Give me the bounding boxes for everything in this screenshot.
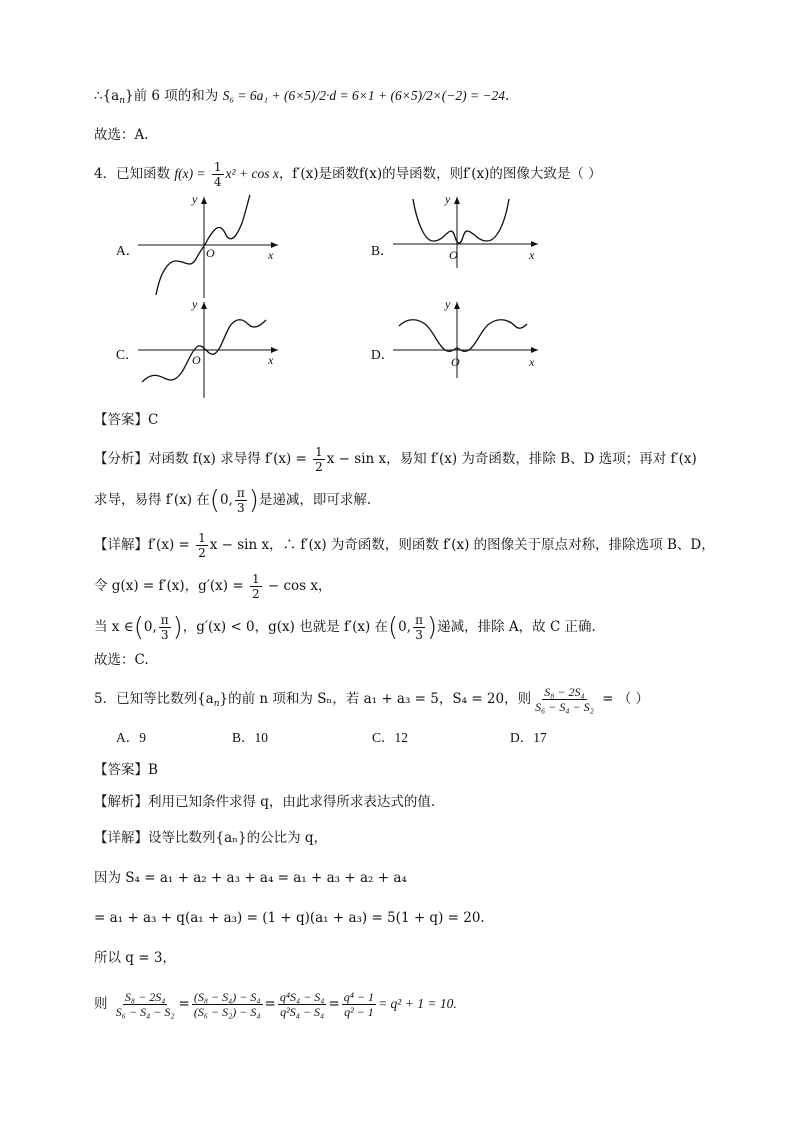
option-d-label: D．: [371, 347, 395, 362]
q5-choice-c: C．12: [372, 730, 409, 745]
q5-fraction: $\frac{\text{S₈ − 2S₄}}{\text{S₆ − S₄ − S₂}}$: [535, 685, 594, 714]
q5-choice-d: D．17: [510, 730, 547, 745]
q4-analysis-2: 求导，易得 f′(x) 在(0, $\frac{\pi}{3}$ )是递减，即可求解.: [94, 485, 372, 516]
x-label: x: [529, 355, 535, 369]
x-label: x: [529, 248, 535, 262]
graph-c: [138, 298, 283, 398]
graph-b: [393, 193, 543, 268]
q4-stem: 4．已知函数 f(x) = $\frac{1}{4}$ x² + cos x，f′(x)是函数f(x)的导函数，则f′(x)的图像大致是（ ）: [94, 160, 602, 189]
q4-choose: 故选：C.: [94, 652, 149, 668]
q5-choice-a: A．9: [116, 730, 146, 745]
q4-detail-3: 当 x ∈(0, $\frac{\pi}{3}$ )，g′(x) < 0，g(x) 也就是 f′(x) 在(0, $\frac{\pi}{3}$ )递减，排除 A，故 C 正确.: [94, 612, 596, 643]
q5-stem: 5．已知等比数列$\{a_n\}$的前 n 项和为 Sₙ，若 a₁ + a₃ = 5，S₄ = 20，则 $\frac{\text{S₈ − 2S₄}}{\text{S₆ − S₄ − S₂}}$ = （ ）: [94, 685, 650, 714]
option-c-label: C．: [116, 347, 139, 362]
choose-a-line: 故选：A.: [94, 127, 149, 143]
origin-label: O: [449, 248, 458, 262]
option-b-label: B．: [371, 243, 394, 258]
curve-b: [413, 199, 509, 243]
curve-d: [399, 320, 527, 352]
sum-line: $\therefore\{a_n\}$前 6 项的和为 S₆ = 6a₁ + (6×5)/2·d = 6×1 + (6×5)/2×(−2) = −24.: [94, 88, 510, 106]
y-label: y: [445, 298, 451, 311]
q5-analysis: 【解析】利用已知条件求得 q，由此求得所求表达式的值.: [94, 794, 436, 810]
q5-detail-5: 则 $\frac{\text{S₈ − 2S₄}}{\text{S₆ − S₄ − S₂}}$ = $\frac{\text{(S₈ − S₄) − S₄}}{\text{(S₆ − S₂) − S₄}}$ = $\frac{\text{q⁴S₄ − S₄}}{\text{q²S₄ − S₄}}$ = $\frac{\text{q⁴ − 1}}{\text{q² − 1}}$ = q² + 1 = 10.: [94, 990, 457, 1019]
q5-detail-4: 所以 q = 3，: [94, 950, 176, 966]
q5-detail-1: 【详解】设等比数列{aₙ}的公比为 q，: [94, 830, 327, 846]
y-label: y: [192, 193, 198, 206]
y-label: y: [192, 298, 198, 311]
graph-d: [393, 298, 543, 378]
quarter-fraction: $\frac{1}{4}$: [213, 160, 222, 189]
q4-analysis-1: 【分析】对函数 f(x) 求导得 f′(x) = $\frac{1}{2}$ x − sin x，易知 f′(x) 为奇函数，排除 B、D 选项；再对 f′(x): [94, 445, 697, 474]
sum-expression: S₆ = 6a₁ + (6×5)/2·d = 6×1 + (6×5)/2×(−2) = −24: [222, 88, 506, 103]
origin-label: O: [192, 353, 201, 367]
x-label: x: [268, 248, 274, 262]
sum-text: ∴{a: [94, 88, 120, 104]
q5-detail-3: = a₁ + a₃ + q(a₁ + a₃) = (1 + q)(a₁ + a₃) = 5(1 + q) = 20.: [94, 910, 485, 926]
y-label: y: [445, 193, 451, 206]
q5-detail-2: 因为 S₄ = a₁ + a₂ + a₃ + a₄ = a₁ + a₃ + a₂ + a₄: [94, 870, 407, 886]
q4-detail-2: 令 g(x) = f′(x)，g′(x) = $\frac{1}{2}$ − cos x，: [94, 572, 332, 601]
graph-a: [138, 193, 283, 298]
q4-answer: 【答案】C: [94, 412, 159, 428]
origin-label: O: [206, 246, 215, 260]
q5-choice-b: B．10: [232, 730, 269, 745]
x-label: x: [268, 353, 274, 367]
origin-label: O: [451, 355, 460, 369]
q5-answer: 【答案】B: [94, 762, 158, 778]
option-a-label: A．: [116, 243, 140, 258]
q4-detail-1: 【详解】f′(x) = $\frac{1}{2}$ x − sin x，∴ f′(x) 为奇函数，则函数 f′(x) 的图像关于原点对称，排除选项 B、D，: [94, 531, 715, 560]
